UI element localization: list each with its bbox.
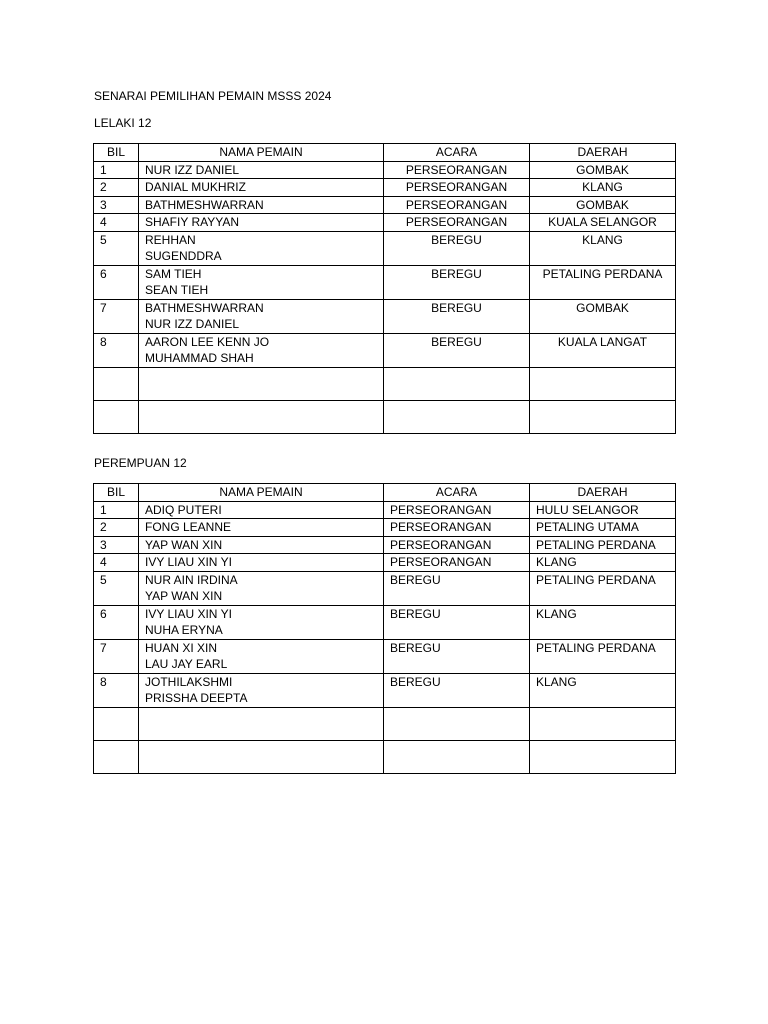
cell-acara: BEREGU: [384, 231, 530, 265]
page-title: SENARAI PEMILIHAN PEMAIN MSSS 2024: [94, 89, 332, 103]
cell-bil: 4: [94, 214, 139, 232]
player-name: AARON LEE KENN JO: [145, 334, 270, 349]
section-label-lelaki: LELAKI 12: [94, 116, 152, 130]
cell-daerah: KUALA SELANGOR: [530, 214, 676, 232]
header-acara: ACARA: [384, 484, 530, 502]
empty-cell: [384, 740, 530, 773]
player-name: NUHA ERYNA: [145, 623, 223, 637]
table-header-row: [94, 484, 676, 502]
cell-nama-pemain: [139, 196, 384, 214]
table-row: [94, 639, 676, 673]
cell-acara: PERSEORANGAN: [384, 536, 530, 554]
empty-cell: [139, 367, 384, 400]
cell-bil: 7: [94, 299, 139, 333]
empty-table-row: [94, 707, 676, 740]
cell-daerah: KLANG: [530, 605, 676, 639]
table-perempuan: [93, 483, 676, 774]
cell-daerah: KUALA LANGAT: [530, 333, 676, 367]
player-name: MUHAMMAD SHAH: [145, 351, 254, 365]
cell-acara: BEREGU: [384, 639, 530, 673]
player-name: SHAFIY RAYYAN: [145, 215, 240, 229]
cell-daerah: KLANG: [530, 231, 676, 265]
cell-daerah: GOMBAK: [530, 196, 676, 214]
player-name: ADIQ PUTERI: [145, 502, 222, 517]
section-label-perempuan: PEREMPUAN 12: [94, 456, 187, 470]
cell-daerah: KLANG: [530, 554, 676, 572]
table-row: [94, 333, 676, 367]
cell-acara: BEREGU: [384, 333, 530, 367]
cell-nama-pemain: [139, 519, 384, 537]
cell-acara: PERSEORANGAN: [384, 179, 530, 197]
table-row: [94, 299, 676, 333]
cell-nama-pemain: [139, 231, 384, 265]
cell-nama-pemain: [139, 536, 384, 554]
cell-bil: 1: [94, 501, 139, 519]
player-name: NUR AIN IRDINA: [145, 572, 238, 587]
empty-cell: [384, 707, 530, 740]
empty-cell: [94, 400, 139, 433]
player-name: SEAN TIEH: [145, 283, 209, 297]
cell-nama-pemain: [139, 673, 384, 707]
table-row: [94, 554, 676, 572]
table-row: [94, 501, 676, 519]
cell-nama-pemain: [139, 161, 384, 179]
cell-daerah: KLANG: [530, 673, 676, 707]
table-row: [94, 179, 676, 197]
table-header-row: [94, 144, 676, 162]
cell-daerah: PETALING PERDANA: [530, 639, 676, 673]
table-row: [94, 265, 676, 299]
header-bil: BIL: [94, 144, 139, 162]
cell-bil: 1: [94, 161, 139, 179]
cell-bil: 2: [94, 179, 139, 197]
cell-acara: BEREGU: [384, 265, 530, 299]
cell-acara: PERSEORANGAN: [384, 519, 530, 537]
table-row: [94, 536, 676, 554]
cell-bil: 6: [94, 265, 139, 299]
table-lelaki: [93, 143, 676, 434]
player-name: LAU JAY EARL: [145, 657, 228, 671]
player-name: BATHMESHWARRAN: [145, 197, 264, 212]
cell-acara: BEREGU: [384, 673, 530, 707]
cell-acara: BEREGU: [384, 299, 530, 333]
cell-nama-pemain: [139, 605, 384, 639]
header-nama-pemain: NAMA PEMAIN: [139, 484, 384, 502]
cell-bil: 7: [94, 639, 139, 673]
empty-cell: [94, 740, 139, 773]
empty-table-row: [94, 367, 676, 400]
cell-daerah: KLANG: [530, 179, 676, 197]
cell-daerah: PETALING PERDANA: [530, 536, 676, 554]
player-name: IVY LIAU XIN YI: [145, 555, 232, 569]
cell-acara: PERSEORANGAN: [384, 214, 530, 232]
player-name: HUAN XI XIN: [145, 640, 218, 655]
player-name: DANIAL MUKHRIZ: [145, 180, 246, 194]
table-row: [94, 571, 676, 605]
table-row: [94, 519, 676, 537]
cell-nama-pemain: [139, 571, 384, 605]
empty-table-row: [94, 740, 676, 773]
table-row: [94, 161, 676, 179]
empty-cell: [94, 707, 139, 740]
empty-cell: [530, 707, 676, 740]
table-row: [94, 214, 676, 232]
table-row: [94, 196, 676, 214]
cell-bil: 5: [94, 231, 139, 265]
empty-table-row: [94, 400, 676, 433]
player-name: JOTHILAKSHMI: [145, 674, 233, 689]
cell-bil: 8: [94, 333, 139, 367]
empty-cell: [530, 400, 676, 433]
empty-cell: [384, 367, 530, 400]
cell-nama-pemain: [139, 179, 384, 197]
cell-bil: 2: [94, 519, 139, 537]
cell-acara: PERSEORANGAN: [384, 554, 530, 572]
table-row: [94, 605, 676, 639]
cell-daerah: HULU SELANGOR: [530, 501, 676, 519]
empty-cell: [530, 367, 676, 400]
player-name: PRISSHA DEEPTA: [145, 691, 248, 705]
header-daerah: DAERAH: [530, 144, 676, 162]
empty-cell: [139, 740, 384, 773]
cell-acara: BEREGU: [384, 605, 530, 639]
player-name: FONG LEANNE: [145, 520, 232, 534]
cell-nama-pemain: [139, 299, 384, 333]
player-name: BATHMESHWARRAN: [145, 300, 264, 315]
empty-cell: [139, 400, 384, 433]
header-nama-pemain: NAMA PEMAIN: [139, 144, 384, 162]
cell-acara: PERSEORANGAN: [384, 501, 530, 519]
cell-daerah: GOMBAK: [530, 299, 676, 333]
player-name: YAP WAN XIN: [145, 589, 223, 603]
cell-bil: 3: [94, 536, 139, 554]
cell-nama-pemain: [139, 554, 384, 572]
empty-cell: [530, 740, 676, 773]
cell-bil: 4: [94, 554, 139, 572]
header-bil: BIL: [94, 484, 139, 502]
empty-cell: [139, 707, 384, 740]
cell-nama-pemain: [139, 333, 384, 367]
cell-nama-pemain: [139, 639, 384, 673]
player-name: IVY LIAU XIN YI: [145, 606, 232, 621]
cell-daerah: PETALING UTAMA: [530, 519, 676, 537]
cell-bil: 3: [94, 196, 139, 214]
cell-bil: 5: [94, 571, 139, 605]
cell-acara: BEREGU: [384, 571, 530, 605]
empty-cell: [94, 367, 139, 400]
cell-bil: 8: [94, 673, 139, 707]
player-name: NUR IZZ DANIEL: [145, 162, 240, 177]
table-row: [94, 673, 676, 707]
player-name: REHHAN: [145, 232, 196, 247]
cell-nama-pemain: [139, 501, 384, 519]
cell-acara: PERSEORANGAN: [384, 161, 530, 179]
player-name: SAM TIEH: [145, 266, 202, 281]
player-name: NUR IZZ DANIEL: [145, 317, 240, 331]
cell-daerah: GOMBAK: [530, 161, 676, 179]
table-row: [94, 231, 676, 265]
player-name: YAP WAN XIN: [145, 537, 223, 552]
cell-daerah: PETALING PERDANA: [530, 571, 676, 605]
header-daerah: DAERAH: [530, 484, 676, 502]
cell-daerah: PETALING PERDANA: [530, 265, 676, 299]
empty-cell: [384, 400, 530, 433]
cell-nama-pemain: [139, 265, 384, 299]
header-acara: ACARA: [384, 144, 530, 162]
cell-bil: 6: [94, 605, 139, 639]
cell-nama-pemain: [139, 214, 384, 232]
cell-acara: PERSEORANGAN: [384, 196, 530, 214]
player-name: SUGENDDRA: [145, 249, 222, 263]
